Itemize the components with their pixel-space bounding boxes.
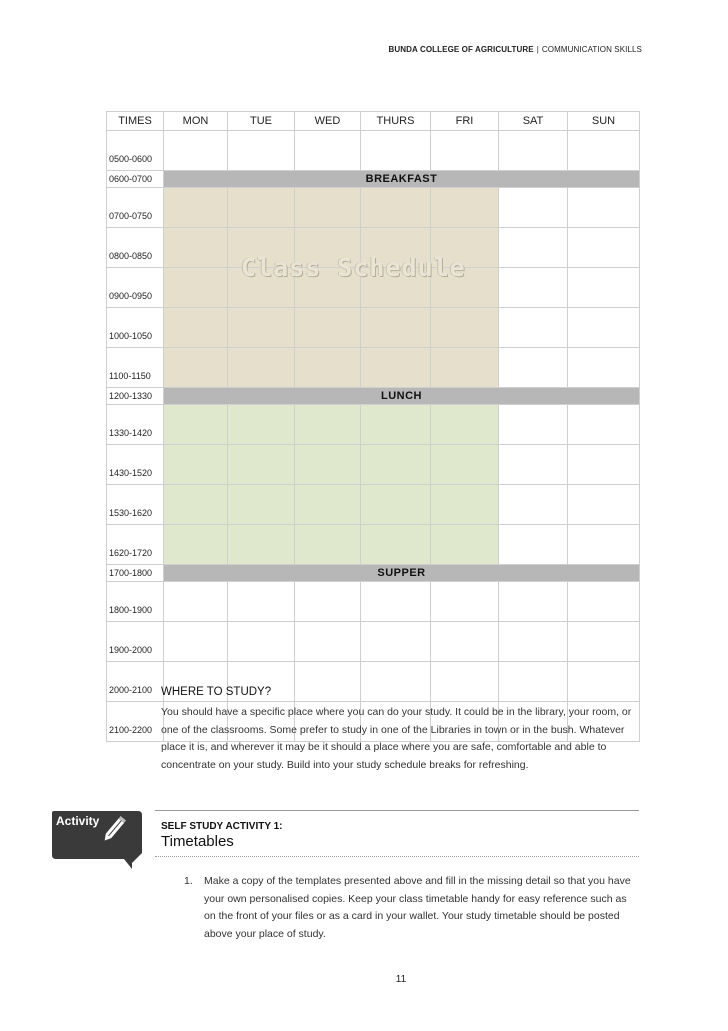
schedule-cell[interactable] (228, 582, 295, 622)
schedule-cell[interactable] (164, 308, 228, 348)
schedule-cell[interactable] (295, 405, 361, 445)
time-slot-label: 1700-1800 (107, 565, 164, 582)
time-slot-row (107, 525, 640, 565)
schedule-cell[interactable] (568, 445, 640, 485)
time-slot-row (107, 485, 640, 525)
schedule-cell[interactable] (228, 525, 295, 565)
meal-bar-supper: SUPPER (164, 565, 640, 582)
column-header-sun: SUN (568, 112, 640, 131)
running-header (389, 45, 642, 54)
schedule-cell[interactable] (431, 582, 499, 622)
schedule-cell[interactable] (295, 308, 361, 348)
class-schedule-table (106, 111, 640, 742)
activity-label: SELF STUDY ACTIVITY 1: (161, 821, 283, 832)
meal-bar-lunch: LUNCH (164, 388, 640, 405)
schedule-cell[interactable] (164, 525, 228, 565)
schedule-cell[interactable] (499, 622, 568, 662)
activity-badge-graphic (52, 811, 142, 869)
schedule-cell[interactable] (431, 485, 499, 525)
time-slot-row (107, 308, 640, 348)
schedule-cell[interactable] (164, 582, 228, 622)
schedule-cell[interactable] (431, 228, 499, 268)
schedule-cell[interactable] (228, 131, 295, 171)
column-header-tue: TUE (228, 112, 295, 131)
schedule-header-row (107, 112, 640, 131)
schedule-cell[interactable] (295, 131, 361, 171)
schedule-cell[interactable] (228, 348, 295, 388)
column-header-wed: WED (295, 112, 361, 131)
schedule-cell[interactable] (499, 348, 568, 388)
schedule-cell[interactable] (164, 188, 228, 228)
schedule-cell[interactable] (499, 525, 568, 565)
schedule-cell[interactable] (228, 622, 295, 662)
schedule-cell[interactable] (568, 485, 640, 525)
schedule-cell[interactable] (431, 525, 499, 565)
schedule-cell[interactable] (499, 405, 568, 445)
schedule-cell[interactable] (568, 348, 640, 388)
schedule-cell[interactable] (164, 405, 228, 445)
header-separator: | (536, 45, 539, 54)
column-header-thurs: THURS (361, 112, 431, 131)
meal-bar-breakfast: BREAKFAST (164, 171, 640, 188)
schedule-cell[interactable] (431, 662, 499, 702)
schedule-cell[interactable] (228, 228, 295, 268)
schedule-cell[interactable] (295, 485, 361, 525)
activity-title: Timetables (161, 833, 234, 850)
meal-row (107, 171, 640, 188)
schedule-cell[interactable] (568, 582, 640, 622)
schedule-cell[interactable] (295, 525, 361, 565)
activity-item (184, 873, 639, 943)
schedule-cell[interactable] (164, 485, 228, 525)
schedule-cell[interactable] (499, 485, 568, 525)
schedule-body (107, 131, 640, 742)
meal-row (107, 565, 640, 582)
schedule-cell[interactable] (361, 485, 431, 525)
time-slot-row (107, 405, 640, 445)
schedule-cell[interactable] (361, 445, 431, 485)
column-header-times: TIMES (107, 112, 164, 131)
schedule-cell[interactable] (499, 445, 568, 485)
schedule-cell[interactable] (431, 405, 499, 445)
schedule-cell[interactable] (499, 582, 568, 622)
schedule-cell[interactable] (431, 268, 499, 308)
schedule-cell[interactable] (568, 268, 640, 308)
schedule-cell[interactable] (568, 525, 640, 565)
time-slot-label: 1620-1720 (107, 525, 164, 565)
time-slot-label: 1330-1420 (107, 405, 164, 445)
time-slot-row (107, 582, 640, 622)
schedule-cell[interactable] (164, 445, 228, 485)
time-slot-label: 0800-0850 (107, 228, 164, 268)
activity-item-number: 1. (184, 875, 193, 887)
header-course: COMMUNICATION SKILLS (541, 45, 642, 54)
schedule-cell[interactable] (568, 405, 640, 445)
time-slot-label: 1430-1520 (107, 445, 164, 485)
time-slot-label: 1530-1620 (107, 485, 164, 525)
where-to-study-body: You should have a specific place where you can do your study. It could be in the library, your room, or one of the classrooms. Some prefer to study in one of the Libraries in town or in the bush. Whatever place it is, and wherever it may be it should a place where you are safe, comfortable and able to concentrate on your study. Build into your study schedule breaks for refreshing. (161, 706, 632, 771)
schedule-cell[interactable] (164, 622, 228, 662)
schedule-cell[interactable] (361, 525, 431, 565)
schedule-cell[interactable] (499, 308, 568, 348)
schedule-cell[interactable] (295, 268, 361, 308)
schedule-cell[interactable] (361, 228, 431, 268)
time-slot-label: 1200-1330 (107, 388, 164, 405)
time-slot-label: 0500-0600 (107, 131, 164, 171)
time-slot-row (107, 348, 640, 388)
schedule-cell[interactable] (361, 188, 431, 228)
schedule-cell[interactable] (431, 308, 499, 348)
schedule-cell[interactable] (499, 268, 568, 308)
schedule-cell[interactable] (361, 131, 431, 171)
schedule-cell[interactable] (164, 228, 228, 268)
page-number: 11 (395, 974, 407, 985)
schedule-cell[interactable] (361, 308, 431, 348)
schedule-cell[interactable] (164, 268, 228, 308)
schedule-cell[interactable] (295, 348, 361, 388)
time-slot-label: 1000-1050 (107, 308, 164, 348)
schedule-cell[interactable] (361, 348, 431, 388)
time-slot-row (107, 445, 640, 485)
column-header-fri: FRI (431, 112, 499, 131)
time-slot-row (107, 622, 640, 662)
schedule-cell[interactable] (295, 582, 361, 622)
schedule-cell[interactable] (164, 131, 228, 171)
activity-list (184, 873, 639, 943)
schedule-cell[interactable] (228, 485, 295, 525)
time-slot-label: 2000-2100 (107, 662, 164, 702)
schedule-cell[interactable] (431, 622, 499, 662)
schedule-cell[interactable] (361, 405, 431, 445)
schedule-cell[interactable] (361, 268, 431, 308)
schedule-cell[interactable] (228, 188, 295, 228)
schedule-cell[interactable] (228, 268, 295, 308)
schedule-cell[interactable] (228, 308, 295, 348)
time-slot-row (107, 268, 640, 308)
schedule-cell[interactable] (568, 308, 640, 348)
activity-badge (52, 811, 142, 869)
column-header-sat: SAT (499, 112, 568, 131)
time-slot-label: 1100-1150 (107, 348, 164, 388)
schedule-cell[interactable] (361, 662, 431, 702)
schedule-cell[interactable] (568, 188, 640, 228)
activity-item-text: Make a copy of the templates presented above and fill in the missing detail so that you have your own personalised copies. Keep your class timetable handy for easy reference such as on the front of your files or as a card in your wallet. Your study timetable should be posted above your place of study. (204, 875, 631, 940)
schedule-cell[interactable] (568, 228, 640, 268)
time-slot-label: 1800-1900 (107, 582, 164, 622)
schedule-cell[interactable] (431, 188, 499, 228)
meal-row (107, 388, 640, 405)
time-slot-label: 0600-0700 (107, 171, 164, 188)
schedule-cell[interactable] (361, 622, 431, 662)
schedule-cell[interactable] (431, 131, 499, 171)
schedule-cell[interactable] (499, 662, 568, 702)
schedule-cell[interactable] (295, 228, 361, 268)
time-slot-row (107, 131, 640, 171)
schedule-cell[interactable] (431, 445, 499, 485)
time-slot-label: 0900-0950 (107, 268, 164, 308)
schedule-cell[interactable] (361, 582, 431, 622)
schedule-cell[interactable] (499, 188, 568, 228)
schedule-cell[interactable] (431, 348, 499, 388)
activity-divider-bottom (155, 856, 639, 857)
schedule-cell[interactable] (295, 445, 361, 485)
column-header-mon: MON (164, 112, 228, 131)
schedule-cell[interactable] (499, 228, 568, 268)
schedule-cell[interactable] (568, 131, 640, 171)
schedule-cell[interactable] (164, 348, 228, 388)
schedule-cell[interactable] (295, 662, 361, 702)
time-slot-row (107, 188, 640, 228)
activity-divider-top (155, 810, 639, 811)
header-institution: BUNDA COLLEGE OF AGRICULTURE (388, 45, 534, 54)
schedule-cell[interactable] (228, 445, 295, 485)
time-slot-label: 2100-2200 (107, 702, 164, 742)
activity-badge-label: Activity (56, 814, 100, 828)
schedule-cell[interactable] (295, 622, 361, 662)
time-slot-label: 1900-2000 (107, 622, 164, 662)
schedule-cell[interactable] (499, 131, 568, 171)
schedule-cell[interactable] (228, 405, 295, 445)
schedule-cell[interactable] (568, 662, 640, 702)
time-slot-row (107, 228, 640, 268)
time-slot-label: 0700-0750 (107, 188, 164, 228)
schedule-cell[interactable] (295, 188, 361, 228)
where-to-study-title: WHERE TO STUDY? (161, 686, 272, 698)
schedule-watermark: Class Schedule (241, 253, 466, 282)
schedule-cell[interactable] (568, 622, 640, 662)
